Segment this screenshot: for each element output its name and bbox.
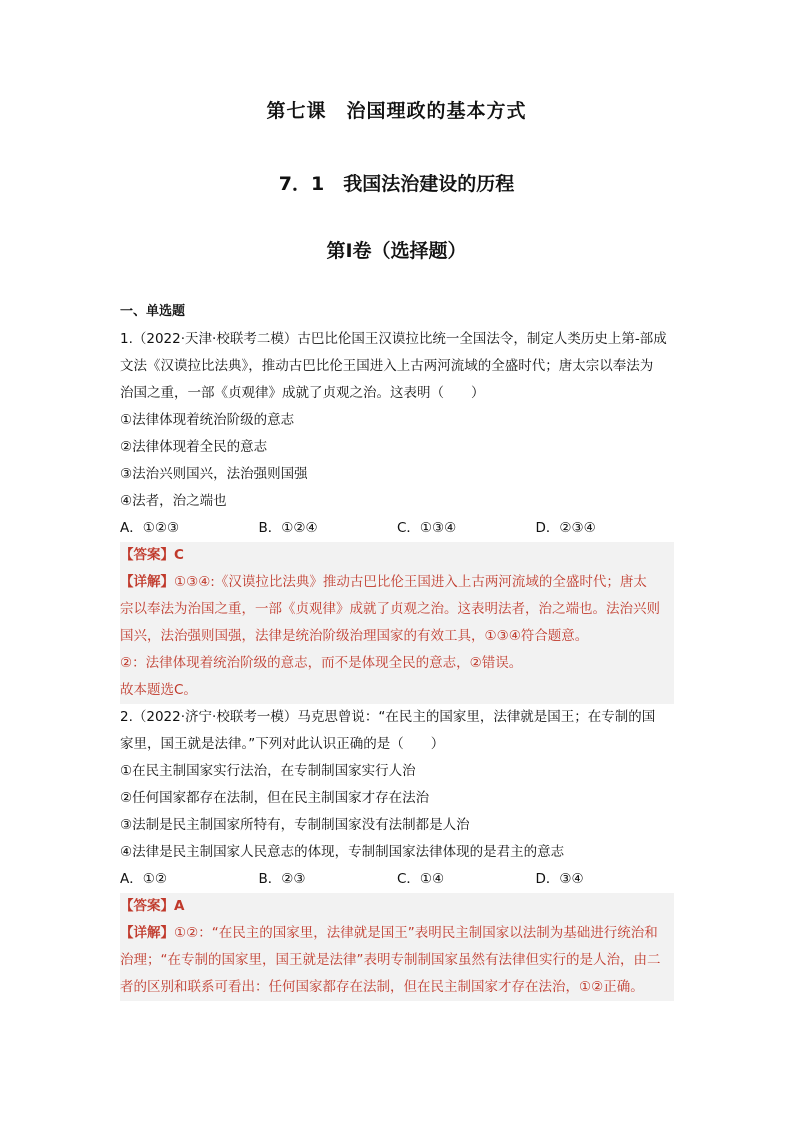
question-content xyxy=(120,302,674,1001)
q1-statement: ①法律体现着统治阶级的意志 xyxy=(120,412,295,428)
volume-title: 第Ⅰ卷（选择题） xyxy=(326,240,467,262)
section-label: 一、单选题 xyxy=(120,304,186,319)
q2-answer-block xyxy=(120,893,674,1001)
q2-options xyxy=(120,866,674,893)
question-2 xyxy=(120,704,674,1001)
q1-analysis-line: ②：法律体现着统治阶级的意志，而不是体现全民的意志，②错误。 xyxy=(120,655,523,671)
question-1 xyxy=(120,326,674,704)
q2-answer: A xyxy=(174,898,185,914)
q1-option-a: A．①②③ xyxy=(120,520,180,536)
q2-option-c: C．①④ xyxy=(397,871,445,887)
q1-statement: ④法者，治之端也 xyxy=(120,493,227,509)
q2-analysis-line: 治理；“在专制的国家里，国王就是法律”表明专制制国家虽然有法律但实行的是人治，由二 xyxy=(120,952,661,968)
q1-stem-line: 治国之重，一部《贞观律》成就了贞观之治。这表明（ ） xyxy=(120,385,485,401)
q2-stem-line: 2.（2022·济宁·校联考一模）马克思曾说：“在民主的国家里，法律就是国王；在专制的国 xyxy=(120,709,656,725)
q2-answer-line xyxy=(120,893,674,920)
q2-statement: ②任何国家都存在法制，但在民主制国家才存在法治 xyxy=(120,790,430,806)
q1-answer-tag: 【答案】 xyxy=(120,547,174,563)
q1-answer-line xyxy=(120,542,674,569)
q1-stem-line: 1.（2022·天津·校联考二模）古巴比伦国王汉谟拉比统一全国法令，制定人类历史上第-部成 xyxy=(120,331,667,347)
section-title: 7．1 我国法治建设的历程 xyxy=(278,173,515,195)
q1-analysis-line: 故本题选C。 xyxy=(120,682,197,698)
q1-analysis-line: 宗以奉法为治国之重，一部《贞观律》成就了贞观之治。这表明法者，治之端也。法治兴则 xyxy=(120,601,660,617)
q2-analysis-line xyxy=(120,920,674,947)
q1-stem-line: 文法《汉谟拉比法典》，推动古巴比伦王国进入上古两河流域的全盛时代；唐太宗以奉法为 xyxy=(120,358,654,374)
q1-statement: ②法律体现着全民的意志 xyxy=(120,439,268,455)
q2-statement: ④法律是民主制国家人民意志的体现，专制制国家法律体现的是君主的意志 xyxy=(120,844,565,860)
q2-option-d: D．③④ xyxy=(535,871,584,887)
q2-analysis-line: 者的区别和联系可看出：任何国家都存在法制，但在民主制国家才存在法治，①②正确。 xyxy=(120,979,644,995)
q1-answer-block xyxy=(120,542,674,704)
q1-option-d: D．②③④ xyxy=(535,520,596,536)
q2-answer-tag: 【答案】 xyxy=(120,898,174,914)
q2-analysis-tag: 【详解】 xyxy=(120,925,174,941)
q1-analysis-tag: 【详解】 xyxy=(120,574,174,590)
q2-option-a: A．①② xyxy=(120,871,167,887)
q1-analysis-line: 国兴，法治强则国强，法律是统治阶级治理国家的有效工具，①③④符合题意。 xyxy=(120,628,589,644)
q1-option-b: B．①②④ xyxy=(258,520,318,536)
q1-option-c: C．①③④ xyxy=(397,520,457,536)
q2-analysis-text: ①②：“在民主的国家里，法律就是国王”表明民主制国家以法制为基础进行统治和 xyxy=(174,925,658,941)
q1-statement: ③法治兴则国兴，法治强则国强 xyxy=(120,466,308,482)
q2-stem-line: 家里，国王就是法律。”下列对此认识正确的是（ ） xyxy=(120,736,445,752)
q2-statement: ③法制是民主制国家所特有，专制制国家没有法制都是人治 xyxy=(120,817,470,833)
q2-option-b: B．②③ xyxy=(258,871,306,887)
q2-statement: ①在民主制国家实行法治，在专制制国家实行人治 xyxy=(120,763,416,779)
lesson-title: 第七课 治国理政的基本方式 xyxy=(266,100,527,122)
q1-analysis-line xyxy=(120,569,674,596)
q1-analysis-text: ①③④:《汉谟拉比法典》推动古巴比伦王国进入上古两河流域的全盛时代；唐太 xyxy=(174,574,647,590)
q1-options xyxy=(120,515,674,542)
q1-answer: C xyxy=(174,547,184,563)
